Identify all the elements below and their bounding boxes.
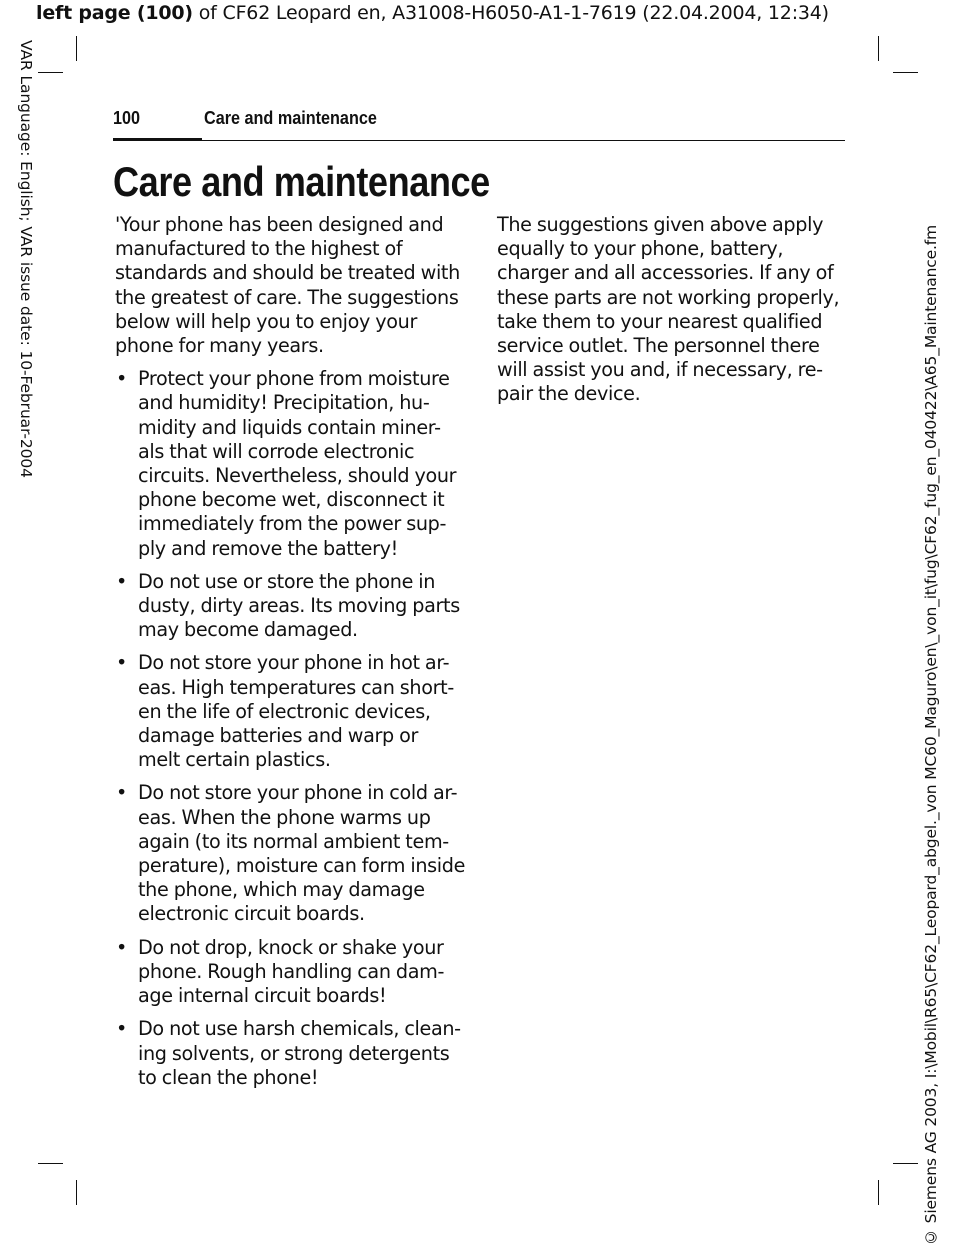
list-item <box>115 570 470 643</box>
right-margin-file-path: © Siemens AG 2003, I:\Mobil\R65\CF62_Leopard_abgel._von MC60_Maguro\en\_von_it\fug\CF62_fug_en_040422\A65_Maintenance.fm <box>922 224 940 1246</box>
header-rule-thick <box>113 138 202 141</box>
running-header-page-number: 100 <box>113 108 141 128</box>
list-item-text: Do not use or store the phone in dusty, dirty areas. Its moving parts may become damaged. <box>138 569 460 642</box>
crop-mark <box>878 1180 879 1205</box>
crop-mark <box>878 36 879 61</box>
left-margin-var-info: VAR Language: English; VAR issue date: 10-Februar-2004 <box>17 40 35 478</box>
crop-mark <box>38 1163 63 1164</box>
list-item-text: Do not drop, knock or shake your phone. Rough handling can dam- age internal circuit boards! <box>138 935 445 1008</box>
bullet-icon: • <box>116 781 127 805</box>
bullet-icon: • <box>116 1017 127 1041</box>
list-item <box>115 1017 470 1090</box>
bullet-icon: • <box>116 569 127 593</box>
running-header-section: Care and maintenance <box>204 108 377 128</box>
crop-mark <box>893 1163 918 1164</box>
print-header-document-info: of CF62 Leopard en, A31008-H6050-A1-1-7619 (22.04.2004, 12:34) <box>192 2 829 24</box>
list-item-text: Do not store your phone in cold ar- eas. When the phone warms up again (to its normal ambient tem- perature), moisture can form inside the phone, which may damage electronic circuit boards. <box>138 781 466 926</box>
list-item-text: Do not store your phone in hot ar- eas. High temperatures can short- en the life of electronic devices, damage batteries and warp or melt certain plastics. <box>138 651 454 772</box>
crop-mark <box>76 1180 77 1205</box>
bullet-icon: • <box>116 651 127 675</box>
list-item <box>115 781 470 926</box>
list-item-text: Do not use harsh chemicals, clean- ing solvents, or strong detergents to clean the phone! <box>138 1017 461 1089</box>
accessories-paragraph: The suggestions given above apply equally to your phone, battery, charger and all accessories. If any of these parts are not working properly, take them to your nearest qualified service outlet. The personnel there will assist you and, if necessary, re- pair the device. <box>497 213 840 406</box>
left-column <box>115 213 470 1099</box>
crop-mark <box>76 36 77 61</box>
intro-paragraph: 'Your phone has been designed and manufactured to the highest of standards and should be treated with the greatest of care. The suggestions below will help you to enjoy your phone for many years. <box>115 213 460 358</box>
list-item-text: Protect your phone from moisture and humidity! Precipitation, hu- midity and liquids contain miner- als that will corrode electronic circuits. Nevertheless, should your phone become wet, disconnect it immediately from the power sup- ply and remove the battery! <box>138 367 457 560</box>
care-bullet-list <box>115 367 470 1090</box>
bullet-icon: • <box>116 935 127 959</box>
right-column <box>497 213 852 407</box>
page-title: Care and maintenance <box>113 158 490 205</box>
crop-mark <box>893 72 918 73</box>
list-item <box>115 651 470 772</box>
print-header-page-label: left page (100) <box>36 2 193 24</box>
bullet-icon: • <box>116 367 127 391</box>
crop-mark <box>38 72 63 73</box>
list-item <box>115 936 470 1009</box>
list-item <box>115 367 470 561</box>
header-rule <box>202 140 845 141</box>
print-header-line <box>36 2 829 24</box>
